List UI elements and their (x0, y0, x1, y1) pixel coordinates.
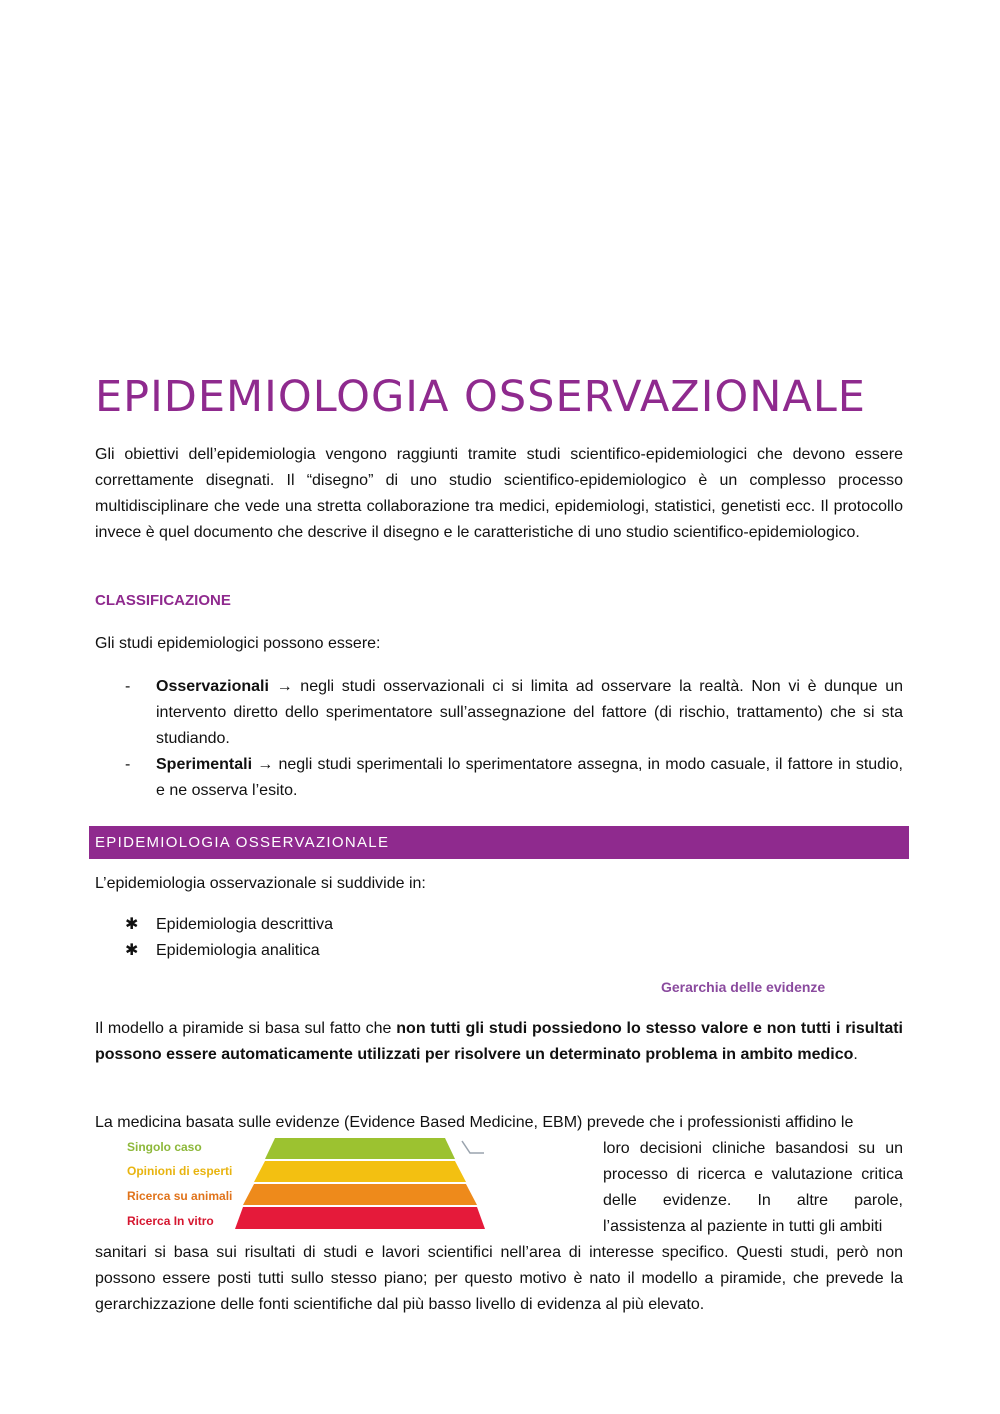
item-description: negli studi osservazionali ci si limita ad osservare la realtà. Non vi è dunque un intervento diretto dello sperimentatore sull’assegnazione del fattore (di rischio, trattamento) che si sta studiando. (156, 678, 903, 747)
page-title: EPIDEMIOLOGIA OSSERVAZIONALE (95, 372, 866, 422)
classification-heading: CLASSIFICAZIONE (95, 592, 231, 609)
bold-emphasis: non tutti gli studi possiedono lo stesso valore e non tutti i risultati possono essere automaticamente utilizzati per risolvere un determinato problema in ambito medico (95, 1020, 903, 1063)
pyramid-label: Singolo caso (127, 1140, 202, 1154)
classification-lead: Gli studi epidemiologici possono essere: (95, 635, 381, 652)
pyramid-level-singolo-caso (265, 1138, 455, 1159)
pyramid-label: Ricerca In vitro (127, 1214, 214, 1228)
item-description: negli studi sperimentali lo sperimentatore assegna, in modo casuale, il fattore in studio, e ne osserva l’esito. (156, 756, 903, 799)
pyramid-level-opinioni (254, 1161, 466, 1182)
dash-marker: - (125, 756, 131, 773)
section-bullet-list (95, 912, 903, 964)
ebm-first-line: La medicina basata sulle evidenze (Evidence Based Medicine, EBM) prevede che i professionisti affidino le (95, 1114, 854, 1131)
pyramid-label: Opinioni di esperti (127, 1164, 233, 1178)
arrow-right-icon: → (276, 678, 293, 695)
list-item-sperimentali (95, 752, 903, 804)
section-heading-band: EPIDEMIOLOGIA OSSERVAZIONALE (89, 826, 909, 859)
term-sperimentali: Sperimentali (156, 756, 253, 773)
section-lead: L’epidemiologia osservazionale si suddivide in: (95, 875, 426, 892)
dash-marker: - (125, 678, 131, 695)
term-osservazionali: Osservazionali (156, 678, 269, 695)
pyramid-caption: Gerarchia delle evidenze (661, 979, 826, 995)
classification-list (95, 674, 903, 804)
pyramid-label: Ricerca su animali (127, 1189, 233, 1203)
asterisk-bullet-icon: ✱ (125, 916, 139, 933)
intro-paragraph: Gli obiettivi dell’epidemiologia vengono raggiunti tramite studi scientifico-epidemiologici che devono essere correttamente disegnati. Il “disegno” di uno studio scientifico-epidemiologico è un complesso processo multidisciplinare che vede una stretta collaborazione tra medici, epidemiologi, statistici, genetisti ecc. Il protocollo invece è quel documento che descrive il disegno e le caratteristiche di uno studio scientifico-epidemiologico. (95, 446, 903, 541)
evidence-pyramid-image (120, 1135, 492, 1235)
pyramid-level-ricerca-animali (243, 1184, 477, 1205)
arrow-right-icon: → (257, 756, 274, 773)
asterisk-bullet-icon: ✱ (125, 942, 139, 959)
corner-mark (462, 1141, 484, 1153)
list-item: ✱ Epidemiologia analitica (95, 938, 903, 964)
pyramid-level-ricerca-vitro (235, 1207, 485, 1229)
ebm-side-lines: loro decisioni cliniche basandosi su un processo di ricerca e valutazione critica delle evidenze. In altre parole, l’assistenza al paziente in tutti gli ambiti (603, 1140, 903, 1235)
list-item-osservazionali (95, 674, 903, 752)
ebm-paragraph-rest: sanitari si basa sui risultati di studi e lavori scientifici nell’area di interesse specifico. Questi studi, però non possono essere posti tutti sullo stesso piano; per questo motivo è nato il modello a piramide, che prevede la gerarchizzazione delle fonti scientifiche dal più basso livello di evidenza al più elevato. (95, 1244, 903, 1313)
pyramid-paragraph: Il modello a piramide si basa sul fatto che non tutti gli studi possiedono lo stesso valore e non tutti i risultati possono essere automaticamente utilizzati per risolvere un determinato problema in ambito medico. (95, 1020, 903, 1063)
list-item: ✱ Epidemiologia descrittiva (95, 912, 903, 938)
